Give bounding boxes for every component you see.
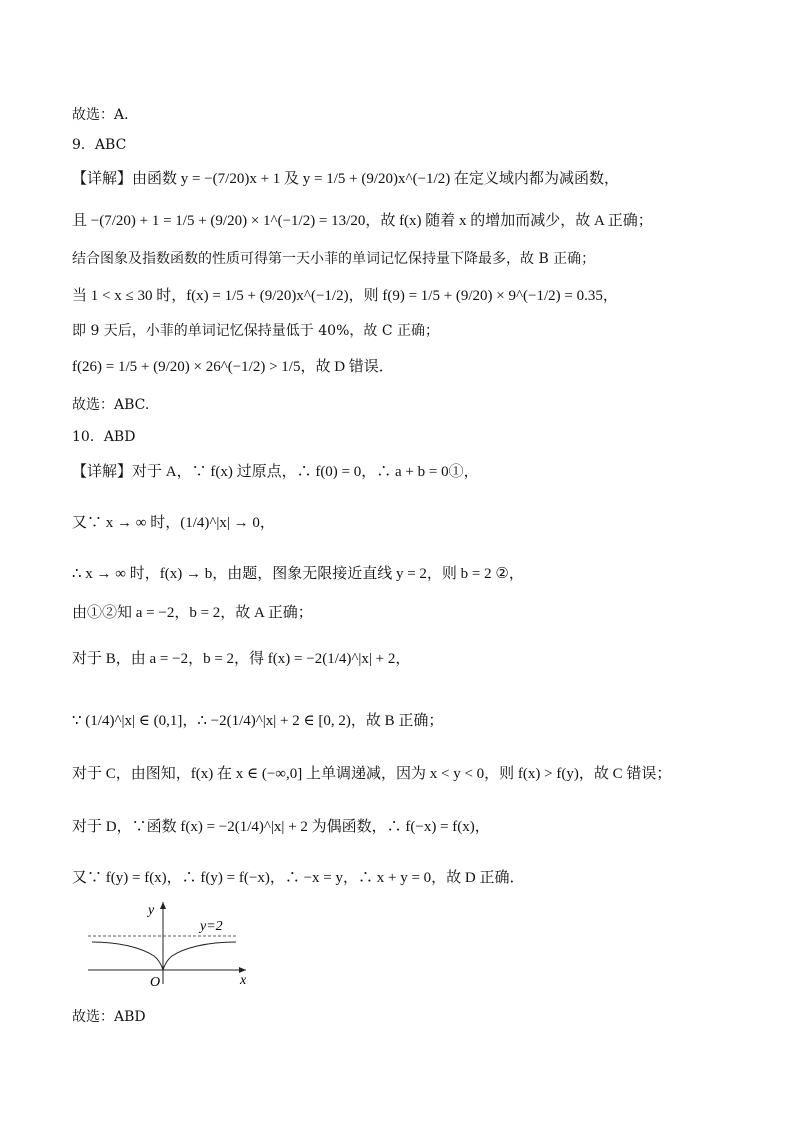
q10-detail-line-5: 对于 B，由 a = −2，b = 2，得 f(x) = −2(1/4)^|x| + 2，	[72, 651, 411, 667]
y-axis-label: y	[148, 903, 155, 918]
q10-detail-line-6: ∵ (1/4)^|x| ∈ (0,1]，∴ −2(1/4)^|x| + 2 ∈ [0, 2)，故 B 正确；	[72, 713, 444, 729]
q9-detail-line-4: 当 1 < x ≤ 30 时，f(x) = 1/5 + (9/20)x^(−1/2)，则 f(9) = 1/5 + (9/20) × 9^(−1/2) = 0.35，	[72, 288, 618, 304]
q9-detail-line-5: 即 9 天后，小菲的单词记忆保持量低于 40%，故 C 正确；	[72, 323, 439, 339]
function-graph	[80, 898, 260, 990]
function-curve	[92, 942, 236, 970]
q9-detail-line-1: 【详解】由函数 y = −(7/20)x + 1 及 y = 1/5 + (9/20)x^(−1/2) 在定义域内都为减函数，	[72, 171, 619, 187]
asymptote-label: y=2	[200, 919, 223, 934]
q10-detail-line-9: 又∵ f(y) = f(x)，∴ f(y) = f(−x)，∴ −x = y，∴ x + y = 0，故 D 正确．	[72, 870, 525, 886]
q10-detail-line-2: 又∵ x → ∞ 时，(1/4)^|x| → 0，	[72, 515, 275, 531]
q10-detail-line-3: ∴ x → ∞ 时，f(x) → b，由题，图象无限接近直线 y = 2，则 b = 2 ②，	[72, 566, 524, 582]
origin-label: O	[150, 975, 161, 990]
q9-detail-line-3: 结合图象及指数函数的性质可得第一天小菲的单词记忆保持量下降最多，故 B 正确；	[72, 251, 596, 267]
q9-detail-line-2: 且 −(7/20) + 1 = 1/5 + (9/20) × 1^(−1/2) = 13/20，故 f(x) 随着 x 的增加而减少，故 A 正确；	[72, 213, 653, 229]
q10-detail-line-7: 对于 C，由图知，f(x) 在 x ∈ (−∞,0] 上单调递减，因为 x < y < 0，则 f(x) > f(y)，故 C 错误；	[72, 766, 672, 782]
x-axis-label: x	[240, 973, 247, 988]
q10-detail-line-4: 由①②知 a = −2，b = 2，故 A 正确；	[72, 605, 313, 621]
q10-detail-line-1: 【详解】对于 A，∵ f(x) 过原点，∴ f(0) = 0，∴ a + b = 0①，	[72, 464, 479, 480]
answer-line-9: 故选：ABC.	[72, 397, 150, 413]
q10-detail-line-8: 对于 D，∵函数 f(x) = −2(1/4)^|x| + 2 为偶函数，∴ f(−x) = f(x)，	[72, 819, 490, 835]
q9-detail-line-6: f(26) = 1/5 + (9/20) × 26^(−1/2) > 1/5，故 D 错误．	[72, 359, 394, 375]
y-axis-arrow-icon	[160, 902, 166, 909]
question-10-heading: 10．ABD	[72, 429, 136, 445]
answer-line-8: 故选：A．	[72, 107, 139, 123]
answer-line-10: 故选：ABD	[72, 1009, 146, 1025]
question-9-heading: 9．ABC	[72, 137, 127, 153]
